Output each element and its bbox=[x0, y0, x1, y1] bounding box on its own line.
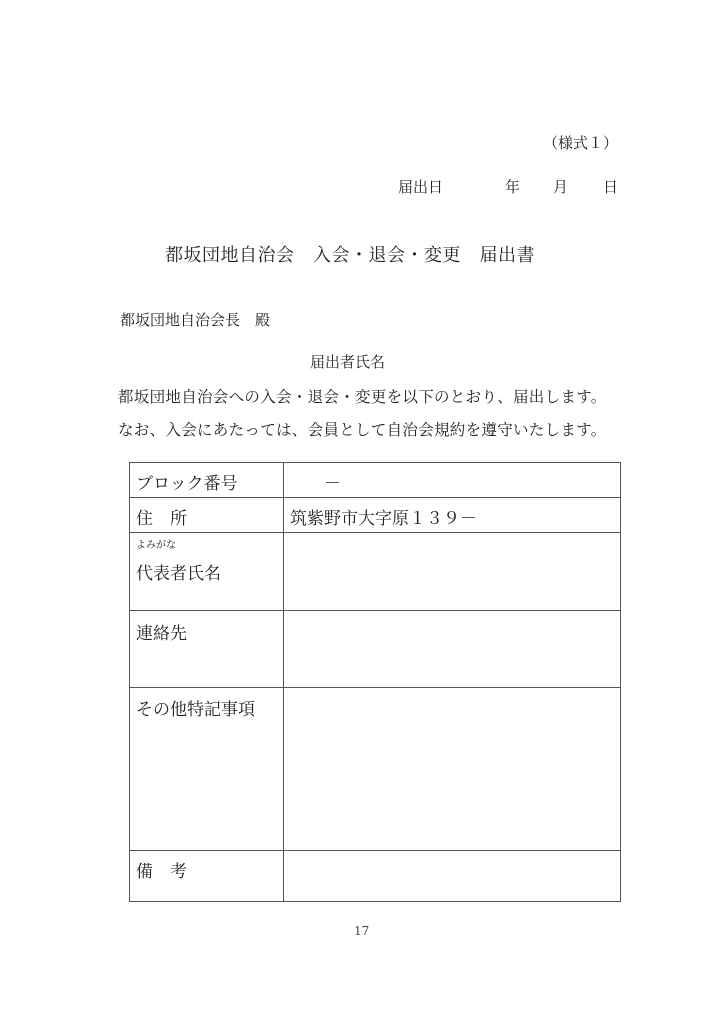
block-number-field[interactable]: － bbox=[290, 474, 341, 494]
statement-line-2: なお、入会にあたっては、会員として自治会規約を遵守いたします。 bbox=[118, 421, 607, 439]
other-notes-label: その他特記事項 bbox=[136, 700, 255, 720]
address-label: 住 所 bbox=[136, 509, 187, 529]
date-label: 届出日 bbox=[398, 178, 444, 196]
application-form-table bbox=[129, 462, 621, 902]
date-day: 日 bbox=[603, 178, 619, 196]
statement-line-1: 都坂団地自治会への入会・退会・変更を以下のとおり、届出します。 bbox=[118, 388, 607, 406]
page-number: 17 bbox=[354, 924, 370, 938]
table-row-remarks bbox=[130, 850, 620, 902]
form-id: （様式１） bbox=[543, 134, 619, 152]
table-row-other-notes bbox=[130, 687, 620, 851]
table-row-address bbox=[130, 497, 620, 533]
remarks-label: 備 考 bbox=[136, 862, 187, 882]
applicant-name-label: 届出者氏名 bbox=[310, 353, 386, 371]
date-month: 月 bbox=[553, 178, 569, 196]
document-title: 都坂団地自治会 入会・退会・変更 届出書 bbox=[165, 245, 535, 266]
table-row-block-number bbox=[130, 463, 620, 497]
furigana-label: よみがな bbox=[136, 540, 176, 551]
date-year: 年 bbox=[505, 178, 521, 196]
address-field[interactable]: 筑紫野市大字原１３９－ bbox=[290, 509, 477, 529]
contact-label: 連絡先 bbox=[136, 624, 187, 644]
table-row-contact bbox=[130, 610, 620, 688]
representative-name-label: 代表者氏名 bbox=[136, 564, 221, 584]
block-number-label: ブロック番号 bbox=[136, 474, 238, 494]
table-row-representative bbox=[130, 532, 620, 611]
addressee: 都坂団地自治会長 殿 bbox=[120, 311, 271, 329]
